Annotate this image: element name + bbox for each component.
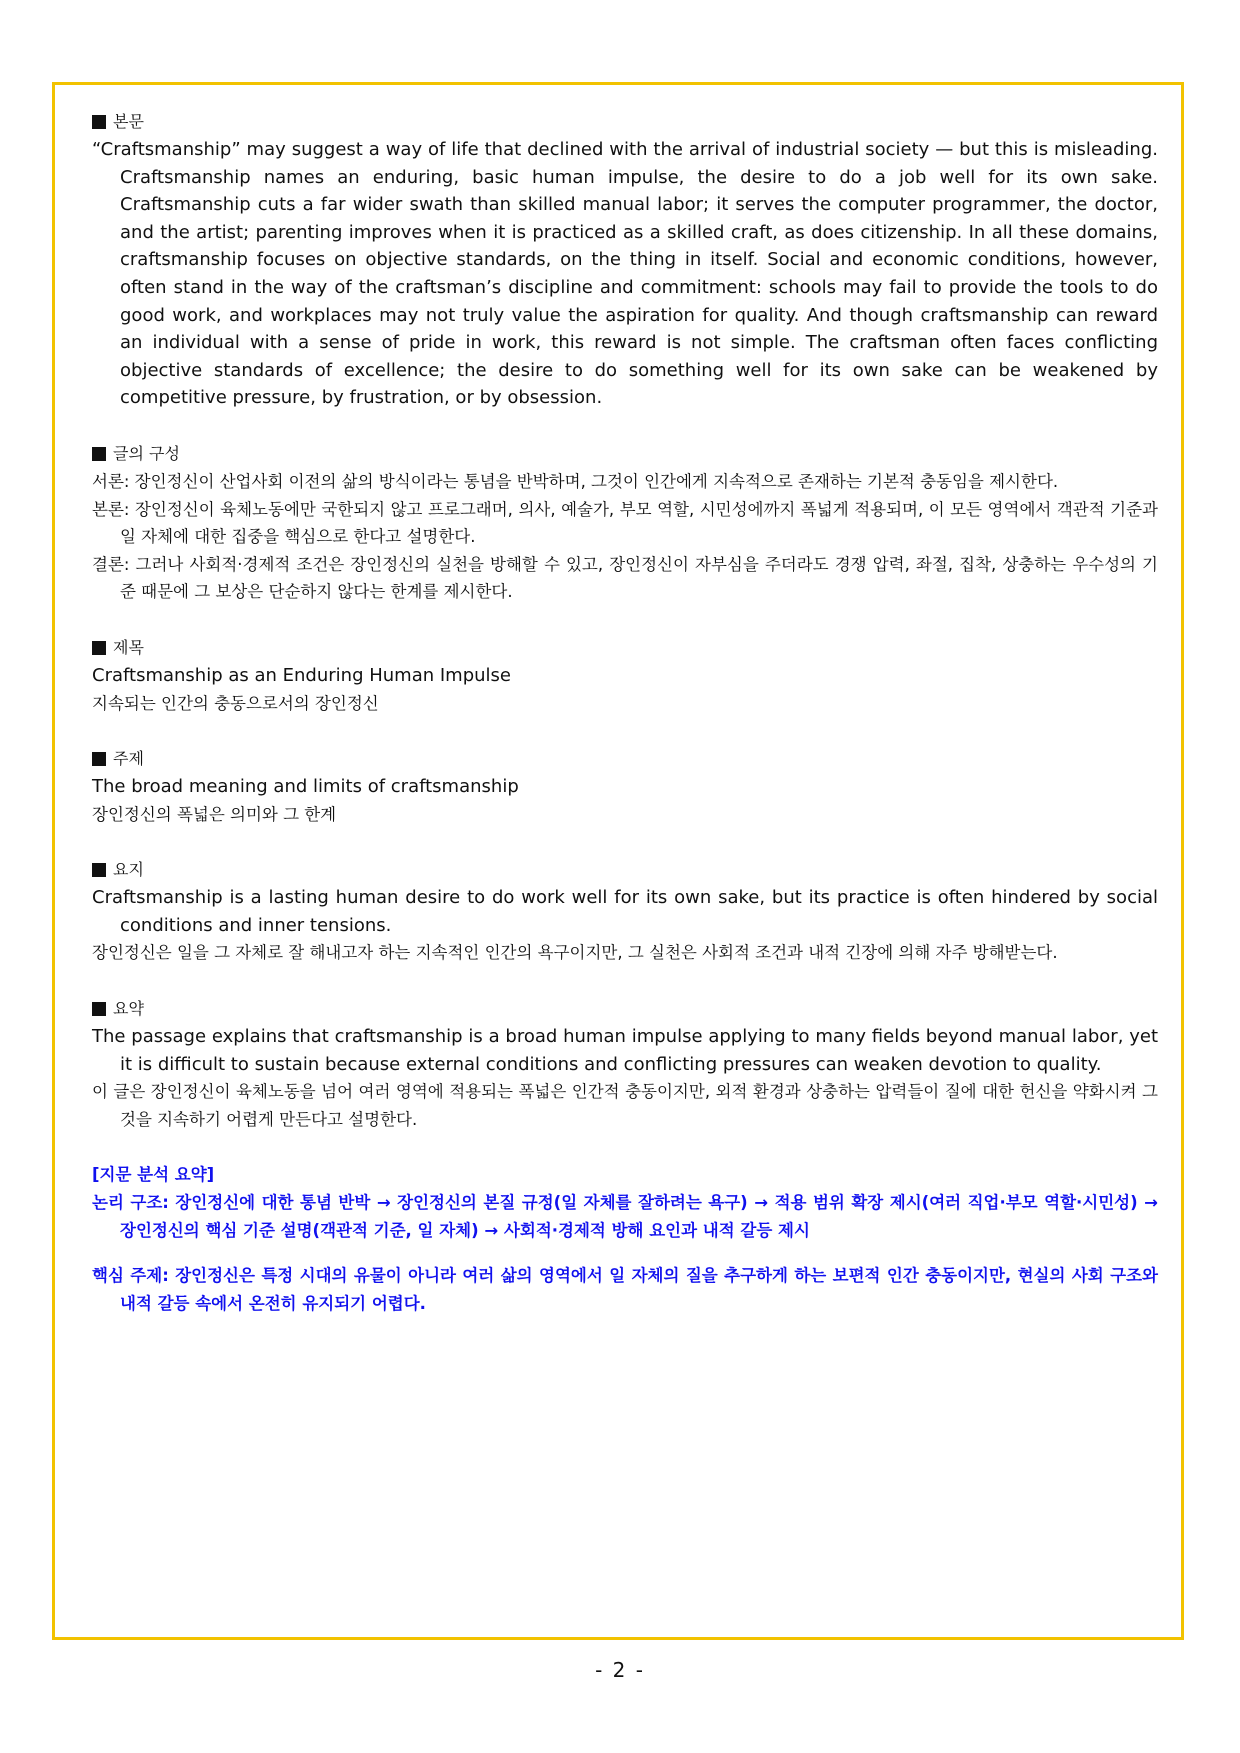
black-square-bullet-icon [92, 752, 106, 766]
theme-korean: 장인정신의 폭넓은 의미와 그 한계 [92, 804, 337, 824]
heading-label: 본문 [113, 112, 144, 131]
structure-body: 본론: 장인정신이 육체노동에만 국한되지 않고 프로그래머, 의사, 예술가, 부모 역할, 시민성에까지 폭넓게 적용되며, 이 모든 영역에서 객관적 기준과 일 자체에 대한 집중을 핵심으로 한다고 설명한다. [92, 499, 1158, 547]
black-square-bullet-icon [92, 1002, 106, 1016]
analysis-core-theme: 핵심 주제: 장인정신은 특정 시대의 유물이 아니라 여러 삶의 영역에서 일 자체의 질을 추구하게 하는 보편적 인간 충동이지만, 현실의 사회 구조와 내적 갈등 속에서 온전히 유지되기 어렵다. [92, 1266, 1158, 1313]
passage-text: “Craftsmanship” may suggest a way of life that declined with the arrival of industrial society — but this is misleading. Craftsmanship names an enduring, basic human impulse, the desire to do a job well for its own sake. Craftsmanship cuts a far wider swath than skilled manual labor; it serves the computer programmer, the doctor, and the artist; parenting improves when it is practiced as a skilled craft, as does citizenship. In all these domains, craftsmanship focuses on objective standards, on the thing in itself. Social and economic conditions, however, often stand in the way of the craftsman’s discipline and commitment: schools may fail to provide the tools to do good work, and workplaces may not truly value the aspiration for quality. And though craftsmanship can reward an individual with a sense of pride in work, this reward is not simple. The craftsman often faces conflicting objective standards of excellence; the desire to do something well for its own sake can be weakened by competitive pressure, by frustration, or by obsession. [92, 139, 1158, 409]
page-number: - 2 - [595, 1658, 645, 1682]
section-heading [92, 440, 1158, 468]
heading-label: 글의 구성 [113, 443, 180, 463]
analysis-logic-structure: 논리 구조: 장인정신에 대한 통념 반박 → 장인정신의 본질 규정(일 자체를 잘하려는 욕구) → 적용 범위 확장 제시(여러 직업·부모 역할·시민성) → 장인정신의 핵심 기준 설명(객관적 기준, 일 자체) → 사회적·경제적 방해 요인과 내적 갈등 제시 [92, 1193, 1158, 1240]
section-heading [92, 745, 1158, 773]
structure-intro: 서론: 장인정신이 산업사회 이전의 삶의 방식이라는 통념을 반박하며, 그것이 인간에게 지속적으로 존재하는 기본적 충동임을 제시한다. [92, 471, 1059, 491]
black-square-bullet-icon [92, 115, 106, 129]
summary-korean: 이 글은 장인정신이 육체노동을 넘어 여러 영역에 적용되는 폭넓은 인간적 충동이지만, 외적 환경과 상충하는 압력들이 질에 대한 헌신을 약화시켜 그것을 지속하기 어렵게 만든다고 설명한다. [92, 1082, 1158, 1129]
section-title [92, 634, 1158, 717]
section-heading [92, 856, 1158, 884]
section-summary [92, 995, 1158, 1133]
heading-label: 요지 [113, 860, 144, 880]
black-square-bullet-icon [92, 447, 106, 461]
heading-label: 주제 [113, 749, 144, 769]
analysis-summary [92, 1161, 1158, 1317]
section-heading [92, 995, 1158, 1023]
black-square-bullet-icon [92, 863, 106, 877]
heading-label: 제목 [113, 637, 144, 657]
analysis-title: [지문 분석 요약] [92, 1165, 215, 1185]
section-theme [92, 745, 1158, 828]
summary-english: The passage explains that craftsmanship is a broad human impulse applying to many fields beyond manual labor, yet it is difficult to sustain because external conditions and conflicting pressures can weaken devotion to quality. [92, 1026, 1158, 1075]
section-heading [92, 634, 1158, 662]
gist-english: Craftsmanship is a lasting human desire to do work well for its own sake, but its practice is often hindered by social conditions and inner tensions. [92, 887, 1158, 936]
section-body [92, 108, 1158, 412]
title-korean: 지속되는 인간의 충동으로서의 장인정신 [92, 693, 379, 713]
structure-conclusion: 결론: 그러나 사회적·경제적 조건은 장인정신의 실천을 방해할 수 있고, 장인정신이 자부심을 주더라도 경쟁 압력, 좌절, 집착, 상충하는 우수성의 기준 때문에 그 보상은 단순하지 않다는 한계를 제시한다. [92, 554, 1158, 602]
black-square-bullet-icon [92, 641, 106, 655]
section-heading [92, 108, 1158, 136]
heading-label: 요약 [113, 999, 144, 1019]
document-content [92, 108, 1158, 1345]
section-gist [92, 856, 1158, 967]
gist-korean: 장인정신은 일을 그 자체로 잘 해내고자 하는 지속적인 인간의 욕구이지만, 그 실천은 사회적 조건과 내적 긴장에 의해 자주 방해받는다. [92, 943, 1058, 963]
section-structure [92, 440, 1158, 606]
theme-english: The broad meaning and limits of craftsmanship [92, 776, 519, 798]
title-english: Craftsmanship as an Enduring Human Impulse [92, 664, 511, 686]
